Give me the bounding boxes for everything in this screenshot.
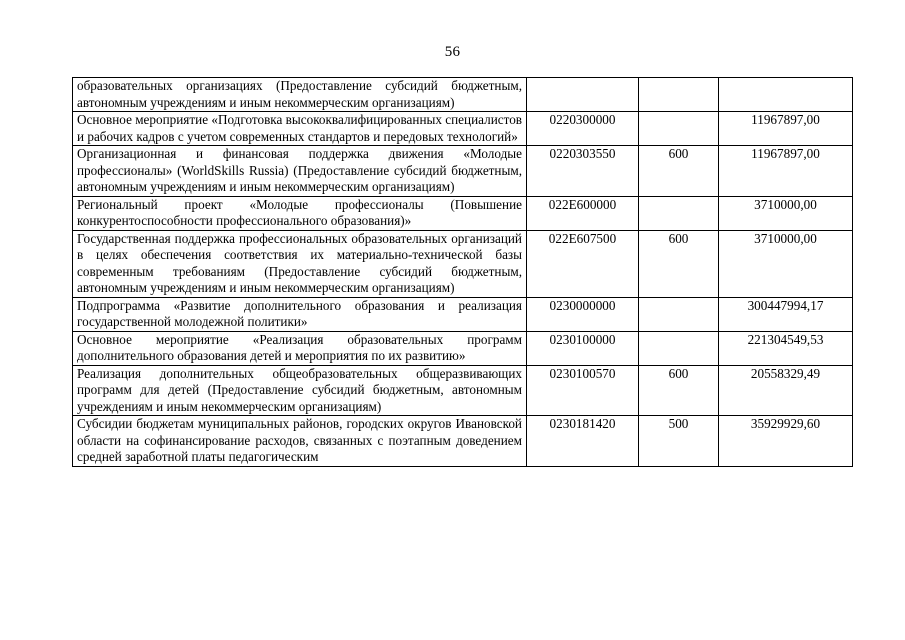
row-name: Организационная и финансовая поддержка движения «Молодые профессионалы» (WorldSkills Russia) (Предоставление субсидий бюджетным, автономным учреждениям и иным некоммерческим организациям) [73, 146, 527, 197]
row-sum: 11967897,00 [719, 146, 853, 197]
row-expense-type: 500 [639, 416, 719, 467]
table-row [73, 112, 853, 146]
table-row [73, 416, 853, 467]
row-sum: 35929929,60 [719, 416, 853, 467]
row-sum: 221304549,53 [719, 331, 853, 365]
row-code [527, 78, 639, 112]
row-expense-type [639, 331, 719, 365]
row-name: Государственная поддержка профессиональных образовательных организаций в целях обеспечения соответствия их материально-технической базы современным требованиям (Предоставление субсидий бюджетным, автономным учреждениям и иным некоммерческим организациям) [73, 230, 527, 297]
row-code: 022E607500 [527, 230, 639, 297]
row-name: Реализация дополнительных общеобразовательных общеразвивающих программ для детей (Предоставление субсидий бюджетным, автономным учреждениям и иным некоммерческим организациям) [73, 365, 527, 416]
table-row [73, 365, 853, 416]
table-row [73, 196, 853, 230]
row-code: 0220300000 [527, 112, 639, 146]
row-name: Подпрограмма «Развитие дополнительного образования и реализация государственной молодежной политики» [73, 297, 527, 331]
row-name: Субсидии бюджетам муниципальных районов, городских округов Ивановской области на софинансирование расходов, связанных с поэтапным доведением средней заработной платы педагогическим [73, 416, 527, 467]
table-row [73, 230, 853, 297]
page-number: 56 [444, 44, 461, 60]
row-sum [719, 78, 853, 112]
table-row [73, 78, 853, 112]
row-code: 0230100000 [527, 331, 639, 365]
row-name: Основное мероприятие «Подготовка высококвалифицированных специалистов и рабочих кадров с учетом современных стандартов и передовых технологий» [73, 112, 527, 146]
row-expense-type: 600 [639, 146, 719, 197]
row-sum: 3710000,00 [719, 230, 853, 297]
row-code: 0220303550 [527, 146, 639, 197]
budget-table [72, 77, 853, 467]
row-name: образовательных организациях (Предоставление субсидий бюджетным, автономным учреждениям и иным некоммерческим организациям) [73, 78, 527, 112]
row-sum: 11967897,00 [719, 112, 853, 146]
table-row [73, 146, 853, 197]
row-name: Региональный проект «Молодые профессионалы (Повышение конкурентоспособности профессионального образования)» [73, 196, 527, 230]
row-sum: 3710000,00 [719, 196, 853, 230]
row-name: Основное мероприятие «Реализация образовательных программ дополнительного образования детей и мероприятия по их развитию» [73, 331, 527, 365]
row-expense-type [639, 297, 719, 331]
row-expense-type: 600 [639, 365, 719, 416]
table-row [73, 297, 853, 331]
row-code: 0230181420 [527, 416, 639, 467]
row-sum: 20558329,49 [719, 365, 853, 416]
row-code: 0230000000 [527, 297, 639, 331]
table-row [73, 331, 853, 365]
row-expense-type [639, 112, 719, 146]
row-code: 0230100570 [527, 365, 639, 416]
row-code: 022E600000 [527, 196, 639, 230]
row-expense-type: 600 [639, 230, 719, 297]
row-expense-type [639, 196, 719, 230]
row-expense-type [639, 78, 719, 112]
row-sum: 300447994,17 [719, 297, 853, 331]
